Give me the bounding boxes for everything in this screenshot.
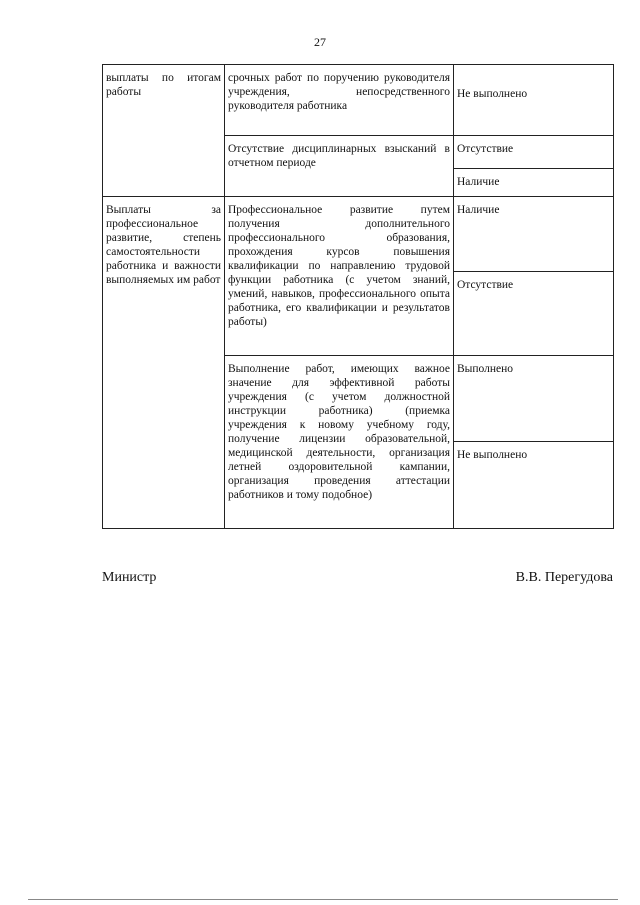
table-row — [103, 65, 614, 136]
value-cell: Отсутствие — [454, 136, 614, 169]
signatory-name: В.В. Перегудова — [515, 570, 613, 585]
criteria-table — [102, 64, 614, 529]
value-cell: Не выполнено — [454, 65, 614, 136]
category-cell: Выплаты за профессиональное развитие, степень самостоятельности работника и важности выполняемых им работ — [103, 197, 225, 529]
footer-divider — [28, 899, 618, 900]
value-cell: Наличие — [454, 197, 614, 272]
value-cell: Не выполнено — [454, 442, 614, 529]
criterion-cell: Профессиональное развитие путем получения дополнительного профессионального образования, прохождения курсов повышения квалификации по направлению трудовой функции работника (с учетом знаний, умений, навыков, профессионального опыта работника, его квалификации и результатов работы) — [225, 197, 454, 356]
table-row — [103, 197, 614, 272]
criterion-cell: Отсутствие дисциплинарных взысканий в отчетном периоде — [225, 136, 454, 197]
value-cell: Наличие — [454, 169, 614, 197]
signatory-title: Министр — [102, 570, 157, 585]
category-cell: выплаты по итогам работы — [103, 65, 225, 197]
value-cell: Выполнено — [454, 356, 614, 442]
value-cell: Отсутствие — [454, 272, 614, 356]
page-number: 27 — [314, 35, 326, 49]
criterion-cell: Выполнение работ, имеющих важное значение для эффективной работы учреждения (с учетом должностной инструкции работника) (приемка учреждения к новому учебному году, получение лицензии образовательной, медицинской деятельности, организация летней оздоровительной кампании, организация проведения аттестации работников и тому подобное) — [225, 356, 454, 529]
criterion-cell: срочных работ по поручению руководителя учреждения, непосредственного руководителя работника — [225, 65, 454, 136]
